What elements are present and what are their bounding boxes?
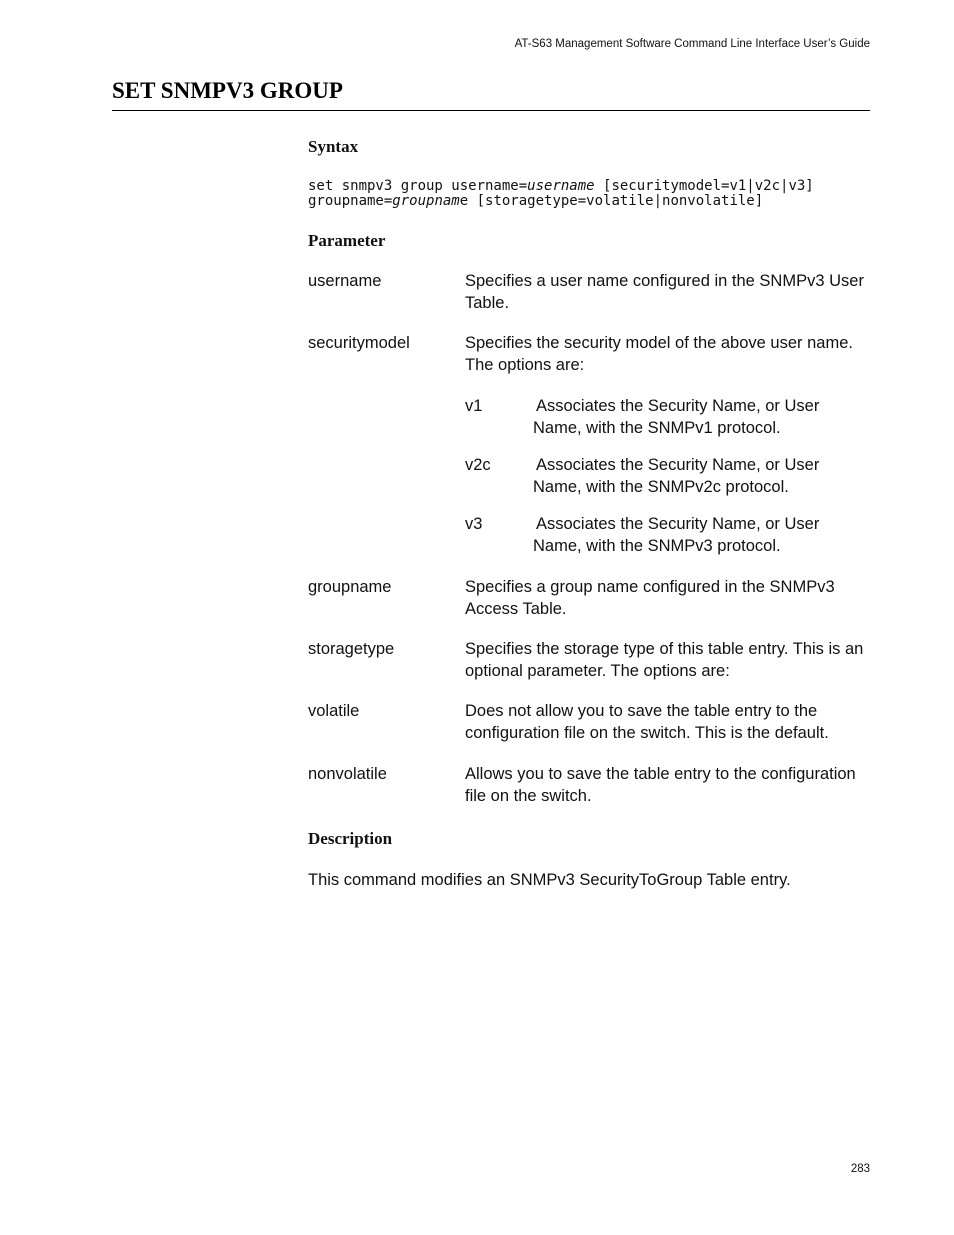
running-header: AT-S63 Management Software Command Line Interface User’s Guide [514, 38, 870, 50]
param-desc-storagetype: Specifies the storage type of this table entry. This is an optional parameter. The options are: [465, 640, 864, 680]
syntax-code-text: [securitymodel=v1|v2c|v3] [594, 178, 814, 194]
syntax-code-variable: username [527, 178, 595, 194]
syntax-code-line-1 [308, 179, 814, 194]
param-desc-nonvolatile: Allows you to save the table entry to the configuration file on the switch. [465, 765, 856, 805]
syntax-code-text: e [storagetype=volatile|nonvolatile] [459, 193, 764, 209]
syntax-code-line-2 [308, 194, 763, 209]
parameter-heading: Parameter [308, 231, 386, 250]
param-term-nonvolatile: nonvolatile [308, 765, 387, 783]
option-desc-v1: Associates the Security Name, or User Name, with the SNMPv1 protocol. [533, 397, 820, 437]
page-title: SET SNMPV3 GROUP [112, 78, 343, 103]
param-desc-securitymodel: Specifies the security model of the above user name. The options are: [465, 334, 853, 374]
param-desc-username: Specifies a user name configured in the SNMPv3 User Table. [465, 272, 864, 312]
page-number: 283 [850, 1163, 870, 1175]
param-term-securitymodel: securitymodel [308, 334, 410, 352]
option-term-v3: v3 [465, 515, 483, 533]
param-term-groupname: groupname [308, 578, 392, 596]
param-desc-volatile: Does not allow you to save the table entry to the configuration file on the switch. This is the default. [465, 702, 829, 742]
syntax-code-text: set snmpv3 group username= [308, 178, 528, 194]
option-term-v1: v1 [465, 397, 483, 415]
syntax-code-text: groupname= [308, 193, 393, 209]
param-term-username: username [308, 272, 382, 290]
description-text: This command modifies an SNMPv3 SecurityToGroup Table entry. [308, 871, 791, 889]
option-term-v2c: v2c [465, 456, 491, 474]
title-rule [112, 110, 870, 111]
option-desc-v2c: Associates the Security Name, or User Name, with the SNMPv2c protocol. [533, 456, 820, 496]
option-desc-v3: Associates the Security Name, or User Name, with the SNMPv3 protocol. [533, 515, 820, 555]
description-heading: Description [308, 829, 393, 848]
syntax-code-variable: groupnam [392, 193, 460, 209]
param-term-volatile: volatile [308, 702, 360, 720]
param-term-storagetype: storagetype [308, 640, 395, 658]
syntax-heading: Syntax [308, 137, 359, 156]
param-desc-groupname: Specifies a group name configured in the SNMPv3 Access Table. [465, 578, 835, 618]
